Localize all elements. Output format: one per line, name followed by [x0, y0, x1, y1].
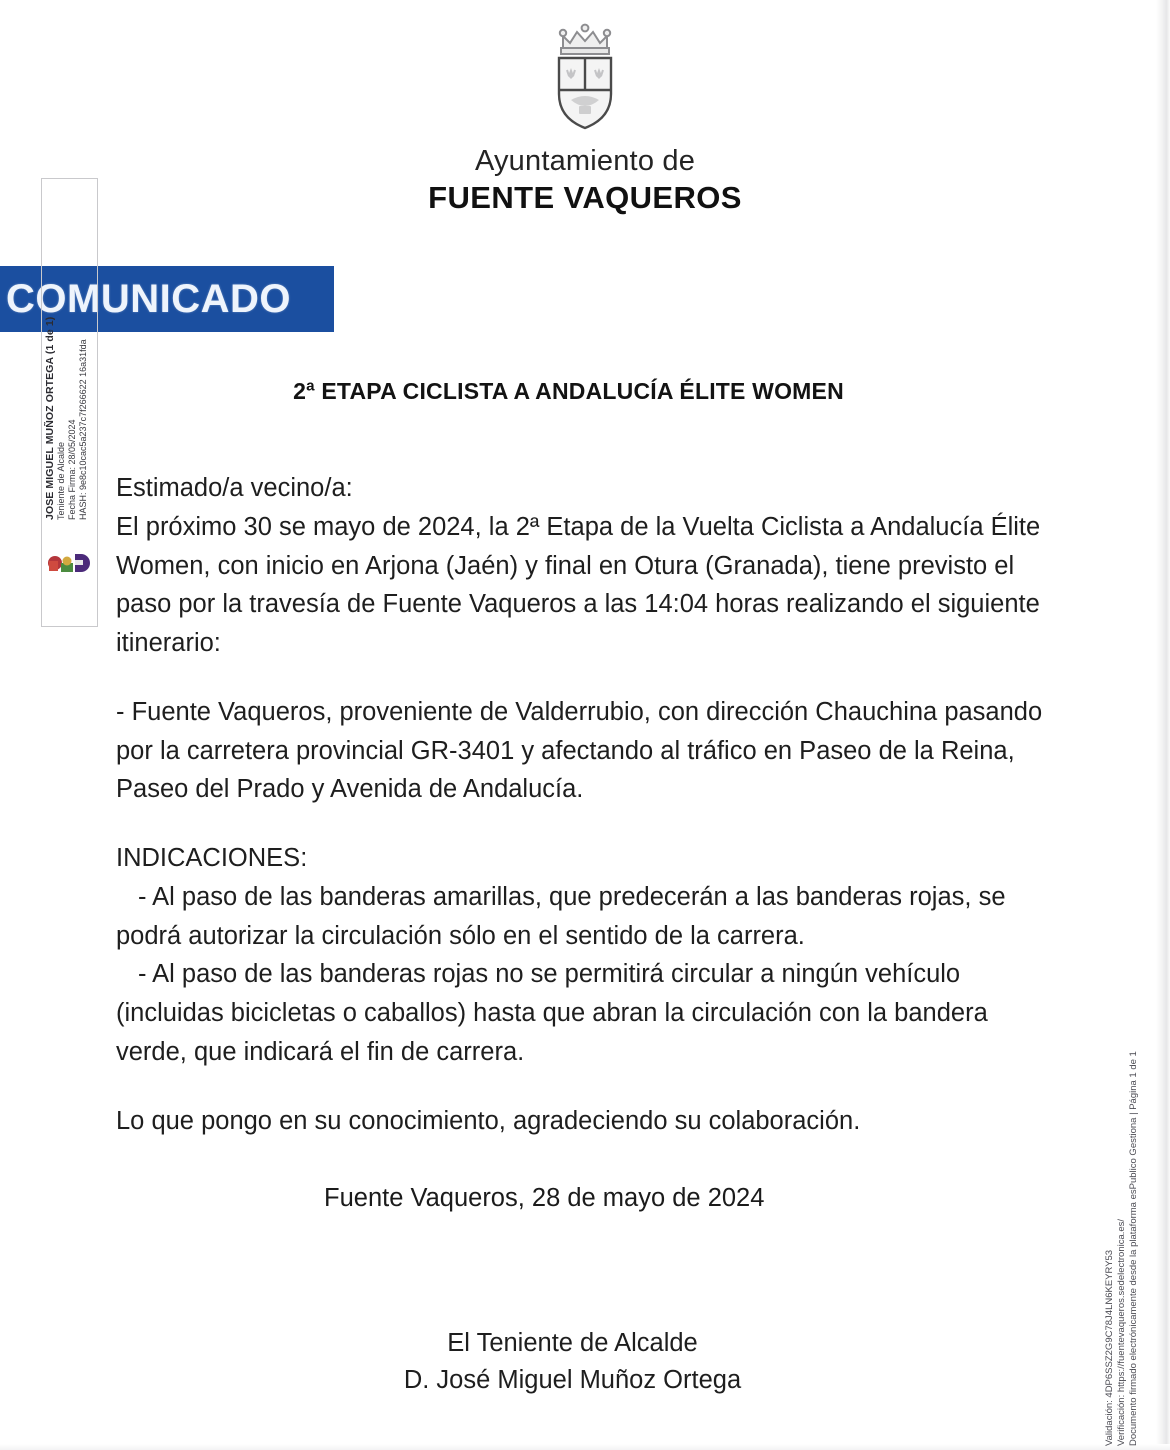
signer-name: D. José Miguel Muñoz Ortega [403, 1366, 742, 1395]
indication-item-1 [116, 878, 1051, 956]
indication-item-2-text: - Al paso de las banderas rojas no se permitirá circular a ningún vehículo (incluidas bicicletas o caballos) hasta que abran la circulación con la bandera verde, que indicará el fin de carrera. [116, 960, 988, 1066]
comunicado-banner-label: COMUNICADO [6, 276, 291, 321]
validation-url: Verificación: https://fuentevaqueros.sedelectronica.es/ [1115, 1218, 1127, 1446]
validation-platform-note: Documento firmado electrónicamente desde la plataforma esPublico Gestiona | Página 1 de 1 [1127, 1051, 1139, 1446]
validation-strip [1104, 926, 1140, 1446]
signature-date: Fecha Firma: 28/05/2024 [66, 419, 77, 520]
indication-item-2 [116, 955, 1051, 1071]
intro-paragraph: El próximo 30 se mayo de 2024, la 2ª Etapa de la Vuelta Ciclista a Andalucía Élite Women, con inicio en Arjona (Jaén) y final en Otura (Granada), tiene previsto el paso por la travesía de Fuente Vaqueros a las 14:04 horas realizando el siguiente itinerario: [116, 512, 1041, 657]
scan-edge-right [1156, 0, 1170, 1450]
signature-strip-text [44, 220, 88, 520]
indication-item-1-text: - Al paso de las banderas amarillas, que predecerán a las banderas rojas, se podrá autorizar la circulación sólo en el sentido de la carrera. [116, 882, 1006, 950]
document-header [0, 14, 1170, 216]
org-name-line-2: FUENTE VAQUEROS [428, 180, 742, 215]
signature-signer-name: JOSE MIGUEL MUÑOZ ORTEGA (1 de 1) [44, 316, 56, 520]
indications-heading: INDICACIONES: [116, 844, 308, 872]
coat-of-arms-icon [537, 14, 633, 132]
closing-paragraph: Lo que pongo en su conocimiento, agradeciendo su colaboración. [116, 1106, 861, 1135]
place-and-date: Fuente Vaqueros, 28 de mayo de 2024 [324, 1184, 765, 1213]
signature-signer-role: Teniente de Alcalde [56, 441, 67, 520]
scan-edge-bottom [0, 1444, 1170, 1450]
signer-role: El Teniente de Alcalde [447, 1329, 698, 1358]
espublico-gestiona-logo-icon [45, 548, 91, 578]
document-body [116, 378, 1051, 1399]
greeting-paragraph: Estimado/a vecino/a: [116, 474, 353, 502]
itinerary-paragraph: - Fuente Vaqueros, proveniente de Valderrubio, con dirección Chauchina pasando por la carretera provincial GR-3401 y afectando al tráfico en Paseo de la Reina, Paseo del Prado y Avenida de Andalucía. [116, 697, 1043, 804]
signature-hash: HASH: 9e8c10cac5a237c7f266622 16a31fda [77, 339, 88, 520]
document-title: 2ª ETAPA CICLISTA A ANDALUCÍA ÉLITE WOMEN [293, 378, 844, 404]
validation-code: Validación: 4DP6SSZ2G9C78J4LN6KEYRY53 [1104, 1249, 1115, 1446]
signature-block [116, 1325, 1051, 1399]
org-name-line-1: Ayuntamiento de [474, 145, 696, 177]
